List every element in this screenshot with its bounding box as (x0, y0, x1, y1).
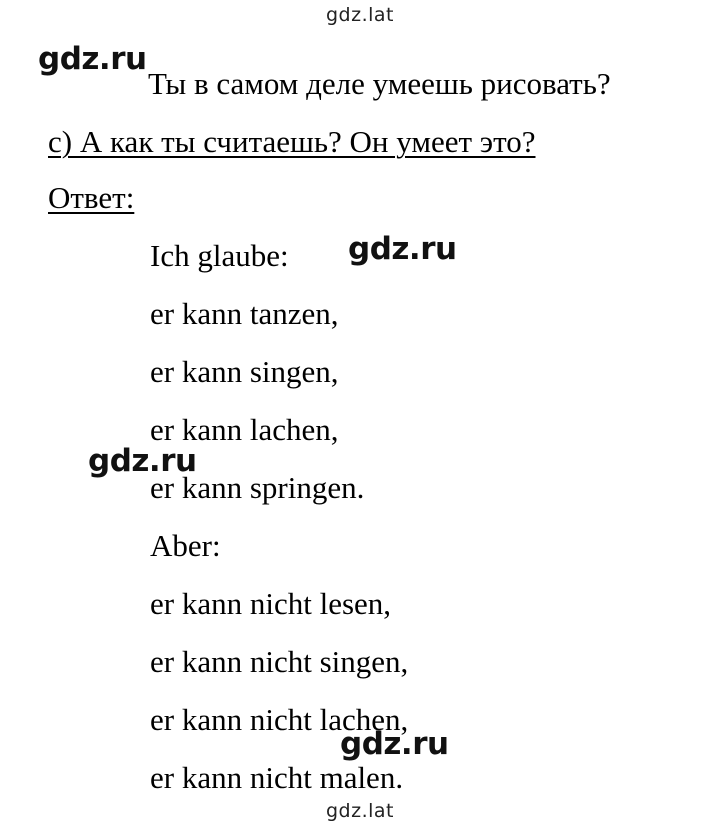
answer-line: er kann lachen, (150, 412, 339, 447)
answer-line: Ich glaube: (150, 238, 289, 273)
answer-line: er kann nicht malen. (150, 760, 404, 795)
answer-line: er kann nicht singen, (150, 644, 409, 679)
answer-line: er kann nicht lesen, (150, 586, 392, 621)
answer-line: er kann springen. (150, 470, 365, 505)
watermark-logo: gdz.ru (38, 41, 147, 77)
question-text: Ты в самом деле умеешь рисовать? (148, 66, 611, 101)
answer-line: er kann tanzen, (150, 296, 339, 331)
answer-line: er kann singen, (150, 354, 339, 389)
site-header-label: gdz.lat (325, 4, 394, 26)
site-footer-label: gdz.lat (325, 800, 394, 822)
answer-line: er kann nicht lachen, (150, 702, 409, 737)
watermark-logo: gdz.ru (88, 443, 197, 479)
answer-label: Ответ: (48, 180, 135, 215)
answer-line: Aber: (150, 528, 221, 563)
watermark-logo: gdz.ru (340, 726, 449, 762)
task-c-heading: c) А как ты считаешь? Он умеет это? (48, 124, 536, 159)
watermark-logo: gdz.ru (348, 231, 457, 267)
